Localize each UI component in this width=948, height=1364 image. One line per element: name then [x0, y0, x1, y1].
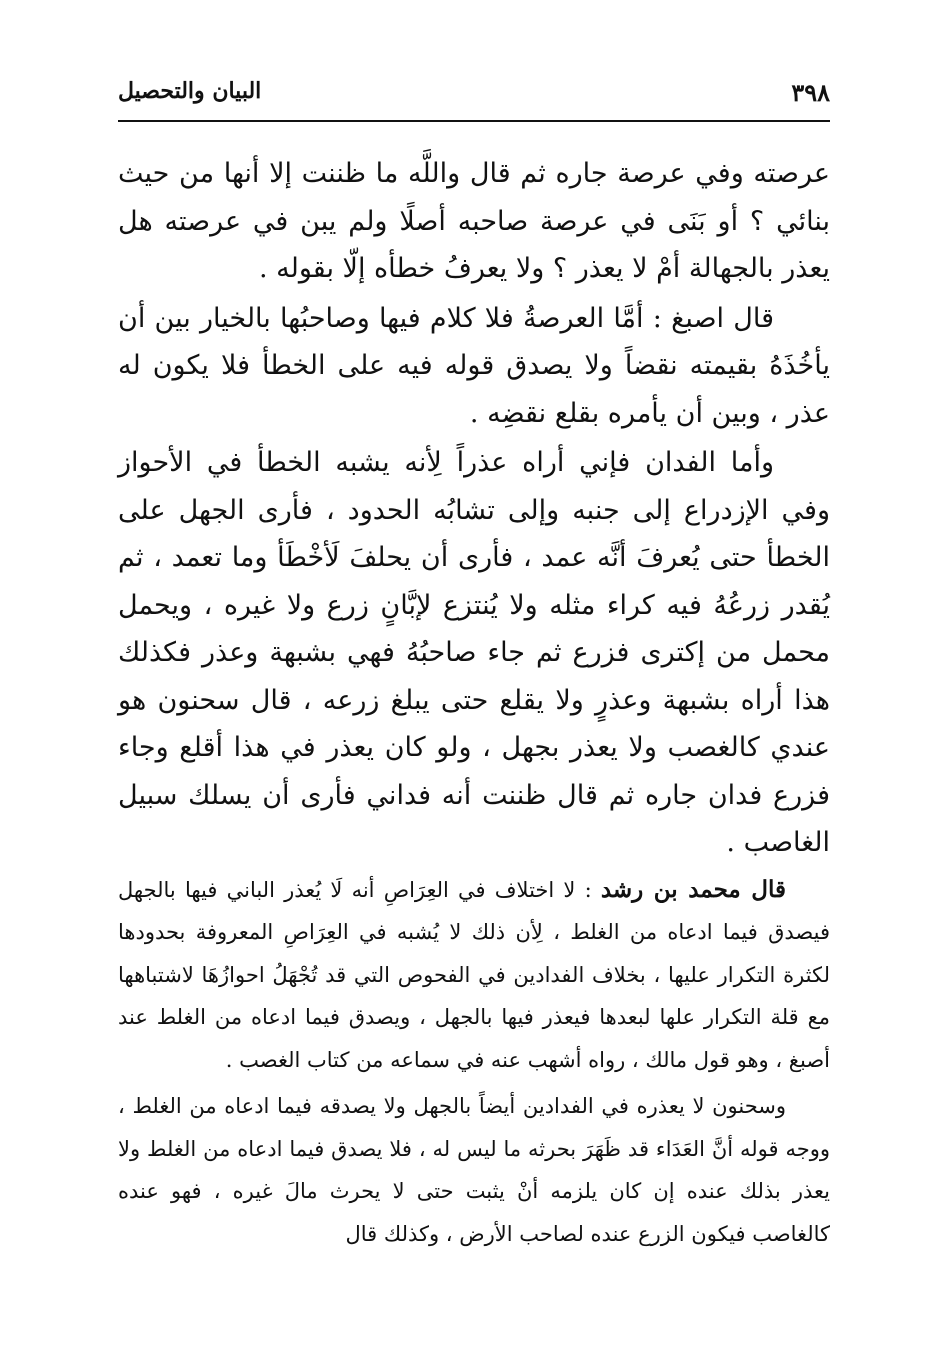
running-title: البيان والتحصيل	[118, 78, 262, 104]
speaker-name: قال محمد بن رشد	[600, 875, 786, 903]
paragraph-ibn-rushd-text: : لا اختلاف في العِرَاصِ أنه لَا يُعذر الباني فيها بالجهل فيصدق فيما ادعاه من الغلط ، لِأن ذلك لا يُشبه في العِرَاصِ المعروفة بحدودها لكثرة التكرار عليها ، بخلاف الفدادين في الفحوص التي قد تُجْهَلُ احوازُهَا لاشتباهها مع قلة التكرار علها لبعدها فيعذر فيها بالجهل ، ويصدق فيما ادعاه من الغلط عند أصبغ ، وهو قول مالك ، رواه أشهب عنه في سماعه من كتاب الغصب .	[118, 877, 830, 1072]
page-body	[118, 150, 830, 1259]
paragraph-faddan: وأما الفدان فإني أراه عذراً لِأنه يشبه الخطأ في الأحواز وفي الإزدراع إلى جنبه وإلى تشابُه الحدود ، فأرى الجهل على الخطأ حتى يُعرفَ أنَّه عمد ، فأرى أن يحلفَ لَأخْطَأ وما تعمد ، ثم يُقدر زرعُهُ فيه كراء مثله ولا يُنتزع لإبَّانٍ زرع ولا غيره ، ويحمل محمل من إكترى فزرع ثم جاء صاحبُهُ فهي بشبهة وعذر فكذلك هذا أراه بشبهة وعذرٍ ولا يقلع حتى يبلغ زرعه ، قال سحنون هو عندي كالغصب ولا يعذر بجهل ، ولو كان يعذر في هذا أقلع وجاء فزرع فدان جاره ثم قال ظننت أنه فداني فأرى أن يسلك سبيل الغاصب .	[118, 447, 830, 858]
paragraph-sahnun: وسحنون لا يعذره في الفدادين أيضاً بالجهل ولا يصدقه فيما ادعاه من الغلط ، ووجه قوله أنَّ العَدَاء قد ظَهَرَ بحرثه ما ليس له ، فلا يصدق فيما ادعاه من الغلط ولا يعذر بذلك عنده إن كان يلزمه أنْ يثبت حتى لا يحرث مالَ غيره ، فهو عنده كالغاصب فيكون الزرع عنده لصاحب الأرض ، وكذلك قال	[118, 1094, 830, 1246]
paragraph-question: عرصته وفي عرصة جاره ثم قال واللَّه ما ظننت إلا أنها من حيث بنائي ؟ أو بَنَى في عرصة صاحبه أصلًا ولم يبن في عرصته هل يعذر بالجهالة أمْ لا يعذر ؟ ولا يعرفُ خطأه إلّا بقوله .	[118, 158, 830, 284]
header-divider	[118, 120, 830, 122]
page-number: ٣٩٨	[791, 78, 830, 107]
paragraph-asbagh: قال اصبغ : أمَّا العرصةُ فلا كلام فيها وصاحبُها بالخيار بين أن يأخُذَهُ بقيمته نقضاً ولا يصدق قوله فيه على الخطأ فلا يكون له عذر ، وبين أن يأمره بقلع نقضِه .	[118, 302, 830, 429]
paragraph-ibn-rushd	[118, 869, 830, 1082]
page-header	[118, 78, 830, 114]
